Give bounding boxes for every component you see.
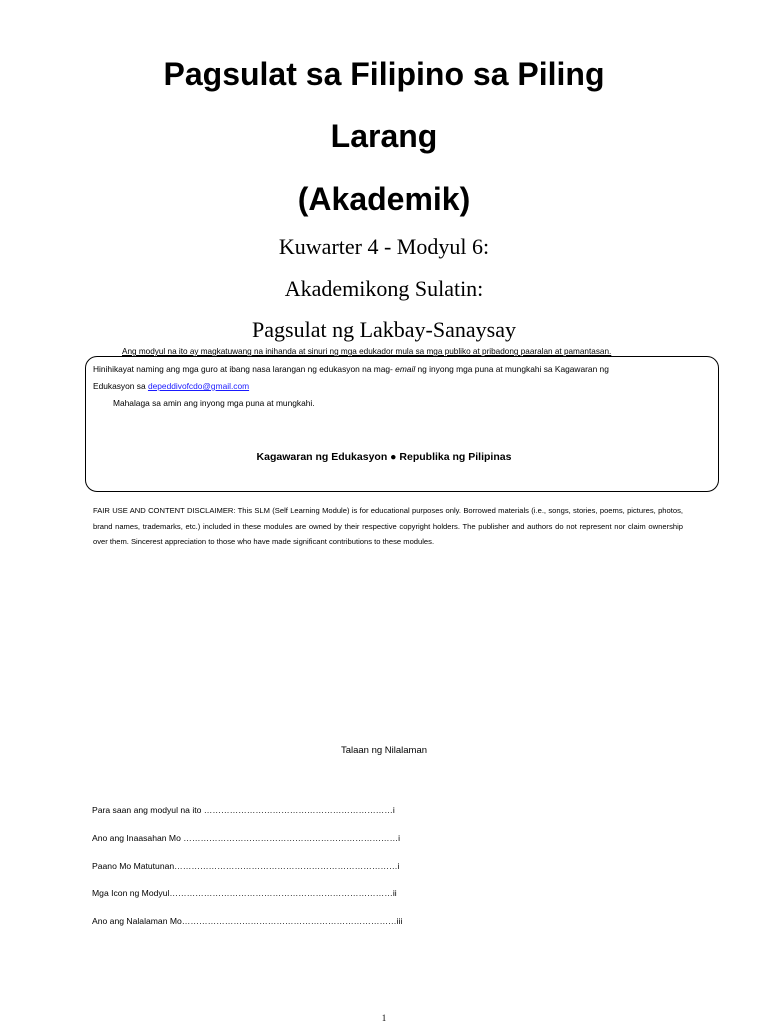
toc-item[interactable]: Mga Icon ng Modyul……………………………………………………………………ii (92, 888, 397, 898)
email-line-text: Edukasyon sa (93, 381, 146, 391)
topic: Akademikong Sulatin: (284, 276, 484, 301)
subtopic: Pagsulat ng Lakbay-Sanaysay (252, 317, 516, 342)
title-line-1: Pagsulat sa Filipino sa Piling (163, 56, 605, 92)
module-intro-text: Ang modyul na ito ay magkatuwang na inihanda at sinuri ng mga edukador mula sa mga publiko at pribadong paaralan at pamantasan. (122, 347, 612, 356)
quarter-module: Kuwarter 4 - Modyul 6: (278, 234, 490, 259)
title-line-3: (Akademik) (297, 181, 471, 217)
toc-item[interactable]: Ano ang Nalalaman Mo…………………………………………………………………iii (92, 916, 403, 926)
toc-item[interactable]: Paano Mo Matutunan……………………………………………………………………i (92, 861, 400, 871)
email-line (93, 382, 249, 390)
feedback-importance-text: Mahalaga sa amin ang inyong mga puna at mungkahi. (113, 398, 315, 408)
feedback-request-text-cont: ng inyong mga puna at mungkahi sa Kagawaran ng (417, 364, 609, 374)
feedback-notice-box (85, 356, 719, 492)
toc-item[interactable]: Ano ang Inaasahan Mo …………………………………………………………………i (92, 833, 401, 843)
agency-line: Kagawaran ng Edukasyon ● Republika ng Pilipinas (256, 451, 512, 463)
page-number: 1 (381, 1013, 387, 1023)
email-word: email (395, 364, 416, 374)
feedback-request-line (93, 365, 609, 373)
toc-heading: Talaan ng Nilalaman (340, 745, 428, 756)
title-line-2: Larang (330, 118, 438, 154)
toc-item[interactable]: Para saan ang modyul na ito …………………………………………………………i (92, 805, 395, 815)
email-link[interactable]: depeddivofcdo@gmail.com (147, 381, 250, 391)
fair-use-disclaimer: FAIR USE AND CONTENT DISCLAIMER: This SLM (Self Learning Module) is for educational purposes only. Borrowed materials (i.e., songs, stories, poems, pictures, photos, brand names, trademarks, etc.) included in these modules are owned by their respective copyright holders. The publisher and authors do not represent nor claim ownership over them. Sincerest appreciation to those who have made significant contributions to these modules. (93, 506, 683, 546)
feedback-request-text: Hinihikayat naming ang mga guro at ibang nasa larangan ng edukasyon na mag- (93, 364, 393, 374)
